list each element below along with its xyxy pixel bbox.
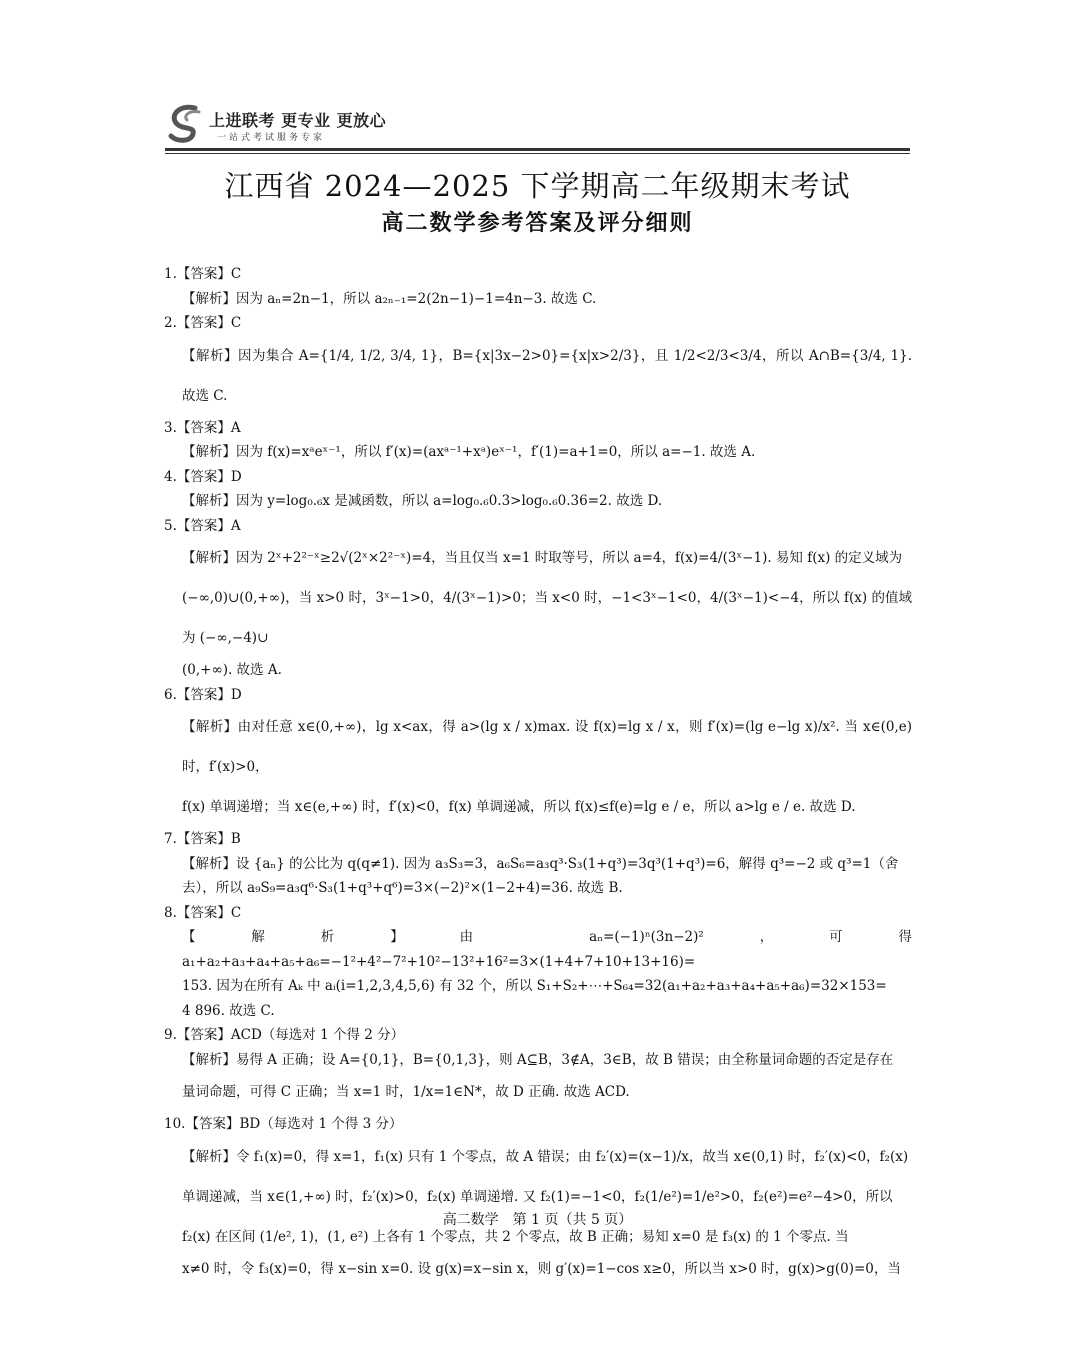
explanation-line: (0,+∞). 故选 A.: [182, 662, 282, 678]
answer-label: 8.【答案】C: [164, 904, 242, 921]
explanation-line: 【解析】因为 f(x)=xᵃeˣ⁻¹，所以 f′(x)=(axᵃ⁻¹+xᵃ)eˣ⁻¹，f′(1)=a+1=0，所以 a=−1. 故选 A.: [182, 444, 756, 460]
page-footer: 高二数学 第 1 页（共 5 页）: [442, 1212, 633, 1228]
page-title: 江西省 2024—2025 下学期高二年级期末考试: [224, 169, 851, 203]
explanation-line: 【解析】因为 aₙ=2n−1，所以 a₂ₙ₋₁=2(2n−1)−1=4n−3. 故选 C.: [182, 290, 597, 307]
answer-label: 9.【答案】ACD（每选对 1 个得 2 分）: [164, 1027, 405, 1043]
question-5: [164, 514, 912, 683]
explanation-line: 【解析】由 aₙ=(−1)ⁿ(3n−2)²，可得 a₁+a₂+a₃+a₄+a₅+a₆=−1²+4²−7²+10²−13²+16²=3×(1+4+7+10+13+16)=: [182, 929, 912, 970]
answer-label: 7.【答案】B: [164, 831, 241, 847]
question-8: [164, 901, 912, 1024]
explanation-line: 【解析】因为 y=log₀.₆x 是减函数，所以 a=log₀.₆0.3>log₀.₆0.36=2. 故选 D.: [182, 493, 663, 509]
explanation-line: 去），所以 a₉S₉=a₃q⁶·S₃(1+q³+q⁶)=3×(−2)²×(1−2+4)=36. 故选 B.: [182, 880, 623, 896]
brand-slogan: 上进联考 更专业 更放心: [209, 111, 387, 130]
explanation-line: x≠0 时，令 f₃(x)=0，得 x−sin x=0. 设 g(x)=x−sin x，则 g′(x)=1−cos x≥0，所以当 x>0 时，g(x)>g(0)=0，当: [182, 1260, 901, 1277]
question-7: [164, 827, 912, 901]
answer-label: 2.【答案】C: [164, 315, 242, 331]
explanation-line: 153. 因为在所有 Aₖ 中 aᵢ(i=1,2,3,4,5,6) 有 32 个，所以 S₁+S₂+⋯+S₆₄=32(a₁+a₂+a₃+a₄+a₅+a₆)=32×153=: [182, 978, 887, 994]
swirl-s-logo-icon: [165, 102, 207, 144]
explanation-line: f(x) 单调递增；当 x∈(e,+∞) 时，f′(x)<0，f(x) 单调递减，所以 f(x)≤f(e)=lg e / e，所以 a>lg e / e. 故选 D.: [182, 799, 856, 815]
explanation-line: 【解析】因为 2ˣ+2²⁻ˣ≥2√(2ˣ×2²⁻ˣ)=4，当且仅当 x=1 时取等号，所以 a=4，f(x)=4/(3ˣ−1). 易知 f(x) 的定义域为: [182, 550, 903, 566]
explanation-line: 【解析】因为集合 A={1/4, 1/2, 3/4, 1}，B={x|3x−2>0}={x|x>2/3}，且 1/2<2/3<3/4，所以 A∩B={3/4, 1}. 故选 C.: [182, 347, 912, 404]
explanation-line: 【解析】令 f₁(x)=0，得 x=1，f₁(x) 只有 1 个零点，故 A 错误；由 f₂′(x)=(x−1)/x，故当 x∈(0,1) 时，f₂′(x)<0，f₂(x): [182, 1148, 909, 1165]
answer-label: 1.【答案】C: [164, 266, 242, 282]
page-subtitle: 高二数学参考答案及评分细则: [381, 211, 694, 236]
explanation-line: f₂(x) 在区间 (1/e², 1)，(1, e²) 上各有 1 个零点，共 2 个零点，故 B 正确；易知 x=0 是 f₃(x) 的 1 个零点. 当: [182, 1228, 849, 1245]
answer-list: [164, 262, 912, 1281]
question-1: [164, 262, 912, 311]
answer-label: 10.【答案】BD（每选对 1 个得 3 分）: [164, 1116, 403, 1132]
header-divider: [165, 148, 910, 154]
question-9: [164, 1023, 912, 1112]
answer-label: 3.【答案】A: [164, 419, 241, 436]
answer-label: 4.【答案】D: [164, 468, 242, 485]
brand-tagline: 一站式考试服务专家: [217, 133, 326, 143]
explanation-line: 【解析】易得 A 正确；设 A={0,1}，B={0,1,3}，则 A⊆B，3∉A，3∈B，故 B 错误；由全称量词命题的否定是存在: [182, 1051, 894, 1068]
question-6: [164, 683, 912, 828]
page-header: [165, 98, 910, 154]
explanation-line: 4 896. 故选 C.: [182, 1002, 275, 1019]
question-3: [164, 416, 912, 465]
question-2: [164, 311, 912, 416]
question-4: [164, 465, 912, 514]
explanation-line: 【解析】设 {aₙ} 的公比为 q(q≠1). 因为 a₃S₃=3，a₆S₆=a₃q³·S₃(1+q³)=3q³(1+q³)=6，解得 q³=−2 或 q³=1（舍: [182, 855, 899, 872]
explanation-line: 单调递减，当 x∈(1,+∞) 时，f₂′(x)>0，f₂(x) 单调递增. 又 f₂(1)=−1<0，f₂(1/e²)=1/e²>0，f₂(e²)=e²−4>0，所以: [182, 1188, 893, 1205]
question-10: [164, 1112, 912, 1281]
explanation-line: 量词命题，可得 C 正确；当 x=1 时，1/x=1∈N*，故 D 正确. 故选 ACD.: [182, 1084, 630, 1100]
answer-label: 6.【答案】D: [164, 686, 242, 703]
answer-label: 5.【答案】A: [164, 517, 241, 534]
explanation-line: (−∞,0)∪(0,+∞)，当 x>0 时，3ˣ−1>0，4/(3ˣ−1)>0；当 x<0 时，−1<3ˣ−1<0，4/(3ˣ−1)<−4，所以 f(x) 的值域为 (−∞,−4)∪: [182, 590, 912, 646]
explanation-line: 【解析】由对任意 x∈(0,+∞)，lg x<ax，得 a>(lg x / x)max. 设 f(x)=lg x / x，则 f′(x)=(lg e−lg x)/x². 当 x∈(0,e) 时，f′(x)>0，: [182, 719, 912, 775]
